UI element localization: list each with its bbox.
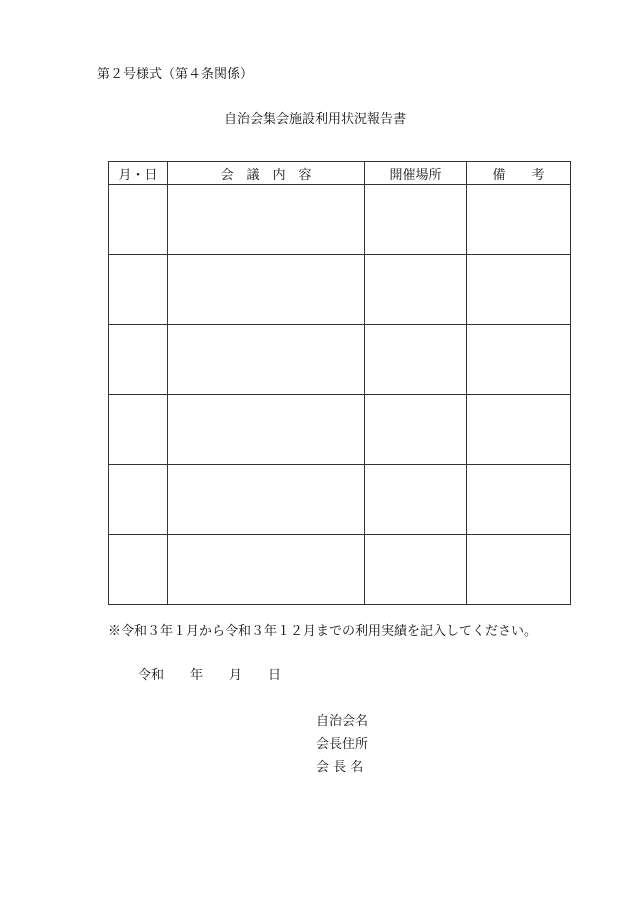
cell-venue[interactable] (365, 535, 467, 605)
cell-date[interactable] (109, 255, 168, 325)
cell-venue[interactable] (365, 395, 467, 465)
instruction-note: ※令和３年１月から令和３年１２月までの利用実績を記入してください。 (108, 624, 538, 639)
cell-date[interactable] (109, 185, 168, 255)
president-name-label: 会 長 名 (316, 760, 364, 775)
cell-venue[interactable] (365, 185, 467, 255)
cell-meeting-content[interactable] (168, 185, 365, 255)
cell-date[interactable] (109, 395, 168, 465)
cell-remarks[interactable] (467, 325, 571, 395)
cell-date[interactable] (109, 465, 168, 535)
cell-date[interactable] (109, 325, 168, 395)
cell-date[interactable] (109, 535, 168, 605)
table-row (109, 395, 571, 465)
cell-remarks[interactable] (467, 465, 571, 535)
header-meeting-content: 会 議 内 容 (168, 162, 365, 185)
table-header-row (109, 162, 571, 185)
cell-remarks[interactable] (467, 185, 571, 255)
table-row (109, 535, 571, 605)
table-row (109, 325, 571, 395)
table-row (109, 465, 571, 535)
cell-meeting-content[interactable] (168, 325, 365, 395)
header-remarks: 備 考 (467, 162, 571, 185)
president-address-label: 会長住所 (316, 737, 369, 752)
cell-remarks[interactable] (467, 535, 571, 605)
header-date: 月・日 (109, 162, 168, 185)
form-number: 第２号様式（第４条関係） (97, 67, 254, 82)
association-name-label: 自治会名 (316, 714, 369, 729)
cell-meeting-content[interactable] (168, 465, 365, 535)
header-venue: 開催場所 (365, 162, 467, 185)
cell-remarks[interactable] (467, 395, 571, 465)
table-row (109, 185, 571, 255)
cell-venue[interactable] (365, 255, 467, 325)
cell-venue[interactable] (365, 465, 467, 535)
cell-meeting-content[interactable] (168, 395, 365, 465)
table-row (109, 255, 571, 325)
cell-meeting-content[interactable] (168, 535, 365, 605)
report-date-line: 令和 年 月 日 (138, 668, 282, 683)
usage-report-table (108, 161, 571, 605)
document-title: 自治会集会施設利用状況報告書 (223, 112, 406, 127)
cell-venue[interactable] (365, 325, 467, 395)
cell-meeting-content[interactable] (168, 255, 365, 325)
cell-remarks[interactable] (467, 255, 571, 325)
